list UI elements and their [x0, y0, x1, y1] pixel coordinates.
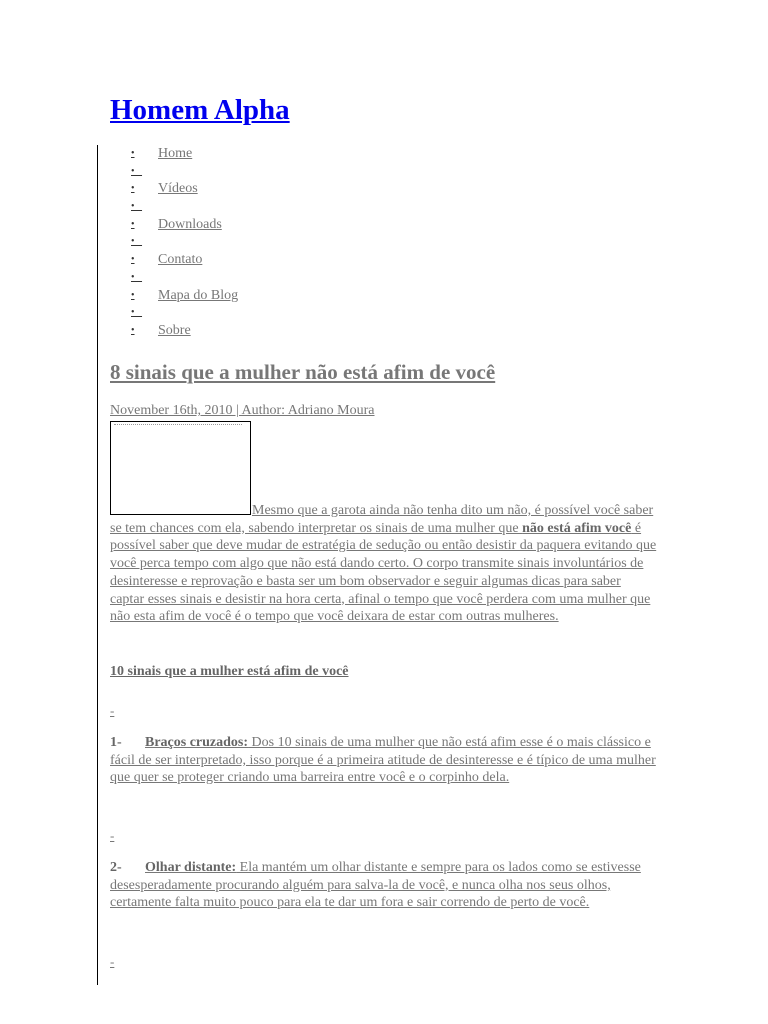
nav-separator: [110, 269, 238, 287]
sign-2-paragraph[interactable]: [110, 859, 658, 912]
nav-item-mapa[interactable]: [110, 287, 238, 305]
intro-bold: não está afim você: [522, 520, 632, 536]
nav-separator: [110, 233, 238, 251]
nav-item-contato[interactable]: [110, 251, 238, 269]
site-title-link[interactable]: Homem Alpha: [110, 94, 290, 126]
left-rule: [97, 145, 98, 985]
intro-paragraph[interactable]: [110, 502, 658, 626]
image-caption-line: [114, 424, 242, 426]
dash-separator: -: [110, 954, 115, 969]
nav-link-contato[interactable]: Contato: [158, 252, 203, 268]
bullet-icon: •: [131, 148, 135, 159]
bullet-icon: •: [131, 254, 135, 266]
section-heading[interactable]: 10 sinais que a mulher está afim de você: [110, 664, 349, 679]
nav-item-home[interactable]: [110, 145, 238, 163]
post-title-link[interactable]: 8 sinais que a mulher não está afim de você: [110, 360, 496, 384]
sign-2-number: 2-: [110, 860, 122, 875]
intro-text-a: Mesmo que a garota ainda não tenha dito um não, é possível você saber se tem chances com ela, sabendo interpretar os sinais de uma mulher que: [110, 503, 654, 536]
dash-separator: -: [110, 703, 115, 718]
nav-item-videos[interactable]: [110, 180, 238, 198]
sign-1-number: 1-: [110, 735, 122, 750]
bullet-icon: •: [131, 271, 135, 283]
bullet-icon: •: [131, 218, 135, 230]
post-meta[interactable]: November 16th, 2010 | Author: Adriano Moura: [110, 403, 375, 418]
sign-1-paragraph[interactable]: [110, 734, 658, 787]
bullet-icon: •: [131, 183, 135, 195]
nav-link-sobre[interactable]: Sobre: [158, 322, 191, 338]
bullet-icon: •: [131, 324, 135, 336]
nav-link-downloads[interactable]: Downloads: [158, 216, 222, 232]
bullet-icon: •: [131, 307, 135, 319]
main-nav: [110, 145, 238, 340]
sign-2-label: Olhar distante:: [145, 860, 237, 875]
bullet-icon: •: [131, 289, 135, 301]
bullet-icon: •: [131, 201, 135, 213]
bullet-icon: •: [131, 236, 135, 248]
sign-1-label: Braços cruzados:: [145, 735, 249, 750]
sign-1-text: Dos 10 sinais de uma mulher que não está afim esse é o mais clássico e fácil de ser interpretado, isso porque é a primeira atitude de desinteresse e é típico de uma mulher que quer se proteger criando uma barreira entre você e o corpinho dela.: [110, 735, 656, 786]
dash-separator: -: [110, 828, 115, 843]
nav-separator: [110, 163, 238, 181]
nav-item-downloads[interactable]: [110, 216, 238, 234]
nav-separator: [110, 198, 238, 216]
sign-2-text: Ela mantém um olhar distante e sempre para os lados como se estivesse desesperadamente procurando alguém para salva-la de você, e nunca olha nos seus olhos, certamente falta muito pouco para ela te dar um fora e sair correndo de perto de você.: [110, 860, 641, 911]
nav-link-videos[interactable]: Vídeos: [158, 181, 198, 197]
post-image-placeholder: [110, 421, 251, 515]
nav-separator: [110, 304, 238, 322]
nav-item-sobre[interactable]: [110, 322, 238, 340]
nav-link-home[interactable]: Home: [158, 146, 193, 161]
intro-text-b: é possível saber que deve mudar de estratégia de sedução ou então desistir da paquera evitando que você perca tempo com algo que não está dando certo. O corpo transmite sinais involuntários de desinteresse e reprovação e basta ser um bom observador e seguir algumas dicas para saber captar esses sinais e desistir na hora certa, afinal o tempo que você perdera com uma mulher que não esta afim de você é o tempo que você deixara de estar com outras mulheres.: [110, 520, 657, 625]
bullet-icon: •: [131, 165, 135, 177]
nav-link-mapa[interactable]: Mapa do Blog: [158, 287, 239, 303]
